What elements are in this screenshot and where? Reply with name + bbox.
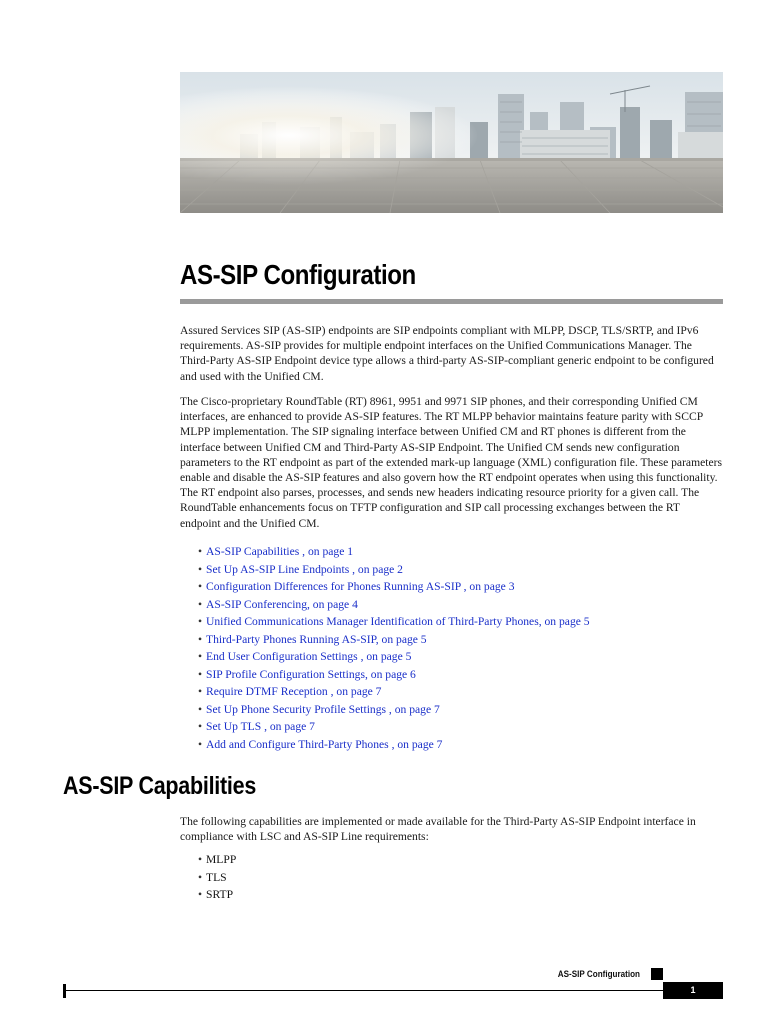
list-item: [198, 648, 590, 666]
list-item: [198, 886, 236, 904]
link-set-up-tls[interactable]: Set Up TLS , on page 7: [206, 720, 315, 733]
link-as-sip-capabilities[interactable]: AS-SIP Capabilities , on page 1: [206, 545, 354, 558]
bullet: •: [198, 888, 203, 901]
link-configuration-differences[interactable]: Configuration Differences for Phones Running AS-SIP , on page 3: [206, 580, 515, 593]
bullet: •: [198, 685, 203, 698]
capability-item: MLPP: [206, 853, 237, 866]
page-number: 1: [663, 982, 723, 999]
link-third-party-phones[interactable]: Third-Party Phones Running AS-SIP, on page 5: [206, 632, 427, 646]
list-item: [198, 701, 590, 719]
bullet: •: [198, 545, 203, 558]
list-item: [198, 543, 590, 561]
bullet: •: [198, 597, 203, 611]
bullet: •: [198, 853, 203, 866]
list-item: [198, 631, 590, 649]
footer-chapter-label: AS-SIP Configuration: [557, 969, 640, 979]
bullet: •: [198, 615, 203, 628]
list-item: [198, 869, 236, 887]
footer-tick: [63, 984, 66, 998]
list-item: [198, 561, 590, 579]
bullet: •: [198, 667, 203, 681]
chapter-title: AS-SIP Configuration: [180, 259, 416, 290]
section-title-capabilities: AS-SIP Capabilities: [63, 772, 257, 800]
link-set-up-line-endpoints[interactable]: Set Up AS-SIP Line Endpoints , on page 2: [206, 562, 403, 576]
link-as-sip-conferencing[interactable]: AS-SIP Conferencing, on page 4: [206, 597, 358, 611]
bullet: •: [198, 737, 203, 751]
list-item: [198, 613, 590, 631]
link-phone-security-profile[interactable]: Set Up Phone Security Profile Settings , on page 7: [206, 702, 440, 716]
list-item: [198, 596, 590, 614]
footer-marker: [651, 968, 663, 980]
city-skyline-banner-image: [180, 72, 723, 213]
list-item: [198, 736, 590, 754]
bullet: •: [198, 720, 203, 733]
capabilities-list: [198, 851, 236, 904]
link-add-configure-third-party-phones[interactable]: Add and Configure Third-Party Phones , on page 7: [206, 737, 443, 751]
list-item: [198, 718, 590, 736]
list-item: [198, 683, 590, 701]
title-rule: [180, 299, 723, 304]
section-links-list: [198, 543, 590, 753]
bullet: •: [198, 870, 203, 884]
bullet: •: [198, 562, 203, 576]
capability-item: TLS: [206, 870, 227, 884]
link-sip-profile-configuration[interactable]: SIP Profile Configuration Settings, on page 6: [206, 667, 416, 681]
capability-item: SRTP: [206, 888, 234, 901]
bullet: •: [198, 702, 203, 716]
list-item: [198, 578, 590, 596]
bullet: •: [198, 580, 203, 593]
list-item: [198, 666, 590, 684]
bullet: •: [198, 632, 203, 646]
intro-paragraph-2: The Cisco-proprietary RoundTable (RT) 8961, 9951 and 9971 SIP phones, and their corresponding Unified CM interfaces, are enhanced to provide AS-SIP features. The RT MLPP behavior maintains feature parity with SCCP MLPP implementation. The SIP signaling interface between Unified CM and RT phones is different from the interface between Unified CM and Third-Party AS-SIP Endpoint. The Unified CM sends new configuration parameters to the RT endpoint as part of the extended mark-up language (XML) configuration file. These parameters enable and disable the AS-SIP features and also govern how the RT endpoint operates when using this functionality. The RT endpoint also parses, processes, and sends new headers indicating resource priority for a given call. The RoundTable enhancements focus on TFTP configuration and SIP call processing exchanges between the RT endpoint and the Unified CM.: [180, 395, 722, 530]
link-require-dtmf-reception[interactable]: Require DTMF Reception , on page 7: [206, 685, 382, 698]
bullet: •: [198, 650, 203, 663]
capabilities-paragraph: The following capabilities are implemented or made available for the Third-Party AS-SIP Endpoint interface in compliance with LSC and AS-SIP Line requirements:: [180, 815, 696, 844]
link-end-user-configuration[interactable]: End User Configuration Settings , on page 5: [206, 650, 412, 663]
list-item: [198, 851, 236, 869]
footer-rule: [63, 990, 723, 991]
intro-paragraph-1: Assured Services SIP (AS-SIP) endpoints are SIP endpoints compliant with MLPP, DSCP, TLS/SRTP, and IPv6 requirements. AS-SIP provides for multiple endpoint interfaces on the Unified Communications Manager. The Third-Party AS-SIP Endpoint device type allows a third-party AS-SIP-compliant generic endpoint to be configured and used with the Unified CM.: [180, 324, 714, 383]
link-identification-third-party[interactable]: Unified Communications Manager Identification of Third-Party Phones, on page 5: [206, 615, 590, 628]
